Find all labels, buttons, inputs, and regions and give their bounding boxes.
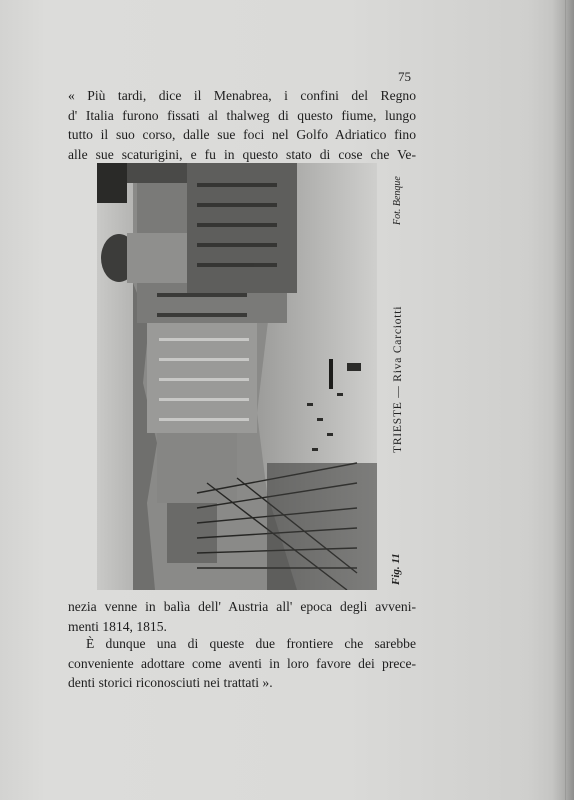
page-edge-shadow [552, 0, 574, 800]
paragraph-1 [68, 86, 416, 164]
figure-photograph [97, 163, 377, 590]
figure-label: Fig. 11 [390, 553, 402, 585]
text-line: tutto il suo corso, dalle sue foci nel Golfo Adriatico fino [68, 127, 416, 142]
text-line: nezia venne in balìa dell' Austria all' epoca degli avveni- [68, 599, 416, 614]
page-edge-line [565, 0, 566, 800]
figure-caption: TRIESTE — Riva Carciotti [392, 305, 404, 453]
paragraph-3 [68, 634, 416, 693]
page-number: 75 [398, 69, 411, 84]
paragraph-2 [68, 597, 416, 636]
trieste-riva-carciotti-photo [97, 163, 377, 590]
text-line: d' Italia furono fissati al thalweg di questo fiume, lungo [68, 107, 416, 123]
text-line: « Più tardi, dice il Menabrea, i confini del Regno [68, 88, 416, 103]
text-line: conveniente adottare come aventi in loro favore dei prece- [68, 655, 416, 671]
figure-side-caption [390, 163, 420, 590]
text-line: alle sue scaturigini, e fu in questo stato di cose che Ve- [68, 146, 416, 162]
photo-credit: Fot. Benque [392, 176, 403, 225]
text-line: menti 1814, 1815. [68, 618, 167, 634]
text-line: È dunque una di queste due frontiere che sarebbe [86, 636, 416, 651]
text-line: denti storici riconosciuti nei trattati ». [68, 675, 273, 690]
